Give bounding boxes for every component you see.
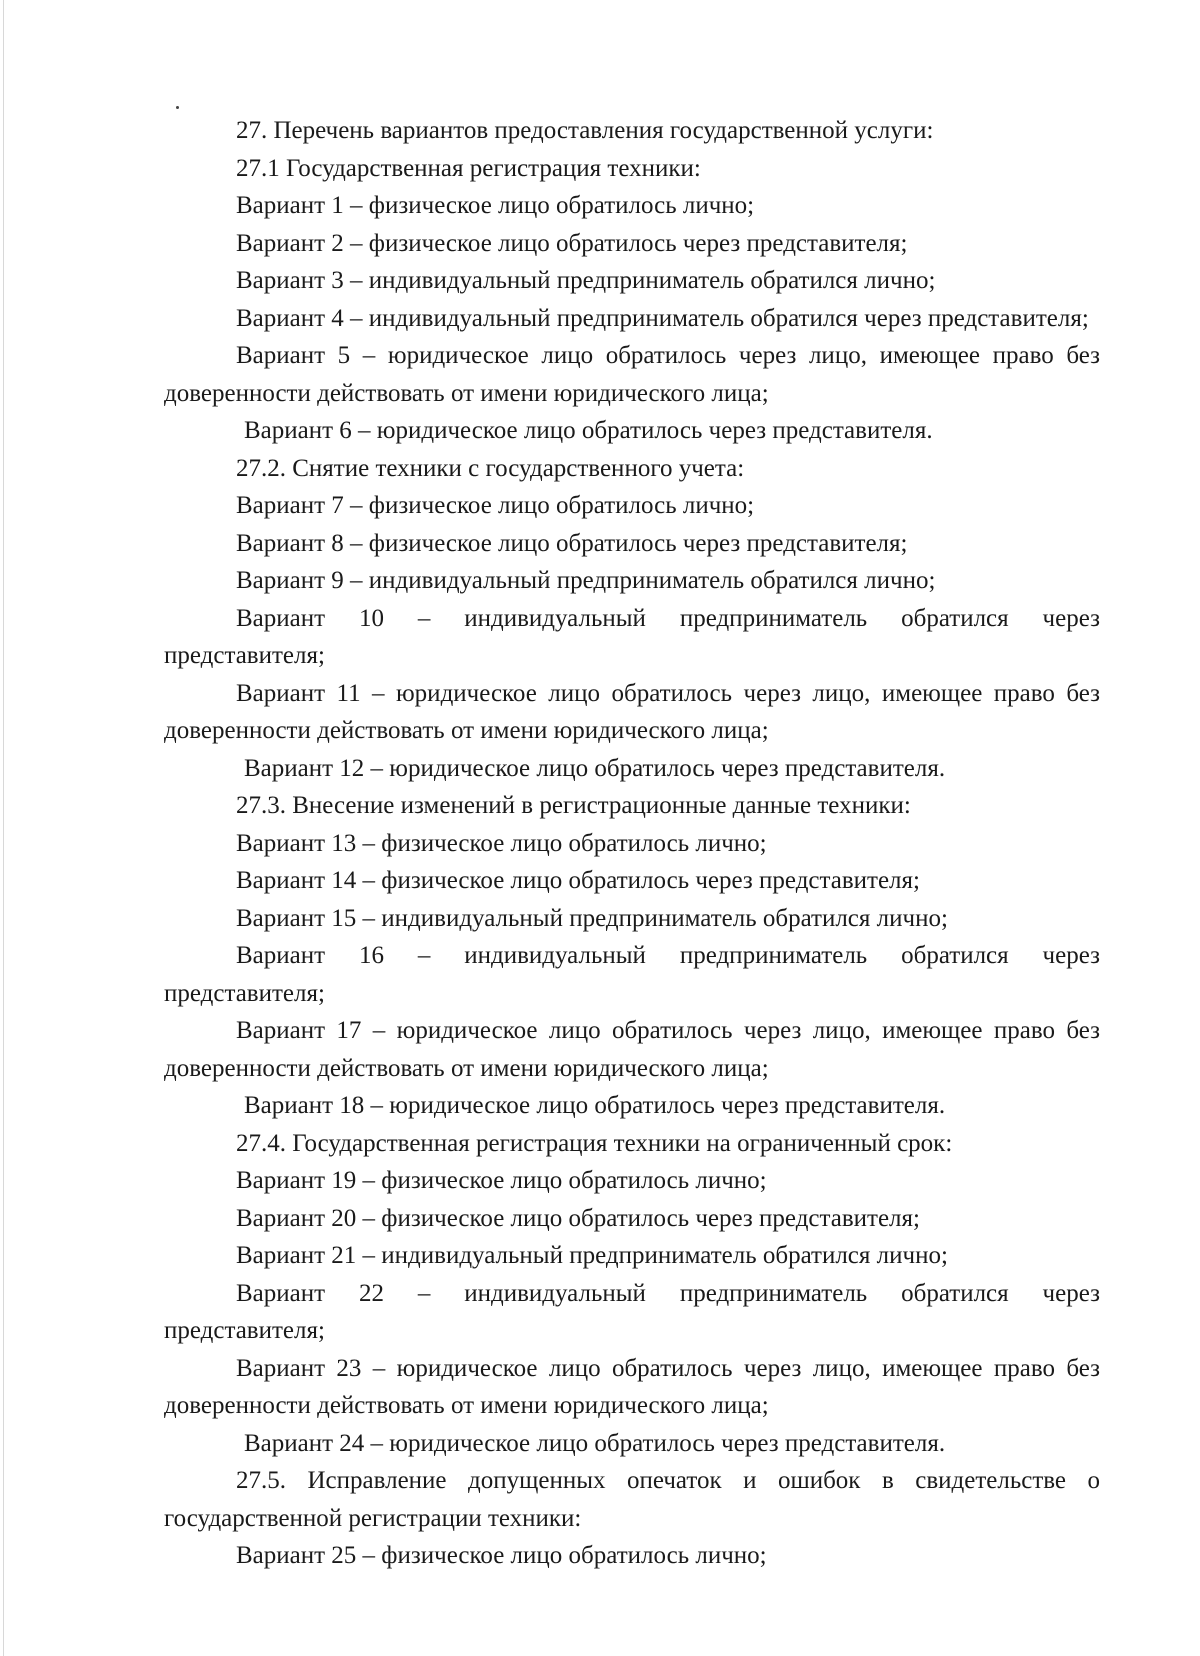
variant-20: Вариант 20 – физическое лицо обратилось через представителя; [236, 1204, 920, 1232]
variant-4: Вариант 4 – индивидуальный предприниматель обратился через представителя; [236, 304, 1089, 332]
variant-8: Вариант 8 – физическое лицо обратилось через представителя; [236, 529, 908, 557]
scan-edge-line [3, 0, 4, 1656]
variant-15: Вариант 15 – индивидуальный предприниматель обратился лично; [236, 904, 948, 932]
variant-9: Вариант 9 – индивидуальный предприниматель обратился лично; [236, 567, 936, 594]
variant-21: Вариант 21 – индивидуальный предприниматель обратился лично; [236, 1242, 948, 1269]
variant-2: Вариант 2 – физическое лицо обратилось через представителя; [236, 229, 908, 257]
variant-5: Вариант 5 – юридическое лицо обратилось через лицо, имеющее право без доверенности действовать от имени юридического лица; [164, 342, 1100, 407]
variant-22: Вариант 22 – индивидуальный предприниматель обратился через представителя; [164, 1279, 1100, 1344]
variant-7: Вариант 7 – физическое лицо обратилось лично; [236, 492, 755, 519]
variant-13: Вариант 13 – физическое лицо обратилось лично; [236, 829, 767, 857]
paragraph-27-4-title: 27.4. Государственная регистрация техники на ограниченный срок: [236, 1129, 953, 1157]
document-body [164, 112, 1100, 1575]
variant-10: Вариант 10 – индивидуальный предприниматель обратился через представителя; [164, 604, 1100, 669]
paragraph-27-1-title: 27.1 Государственная регистрация техники: [236, 154, 701, 182]
variant-18: Вариант 18 – юридическое лицо обратилось через представителя. [244, 1092, 946, 1119]
variant-11: Вариант 11 – юридическое лицо обратилось через лицо, имеющее право без доверенности действовать от имени юридического лица; [164, 679, 1100, 744]
variant-6: Вариант 6 – юридическое лицо обратилось через представителя. [244, 417, 933, 444]
variant-25: Вариант 25 – физическое лицо обратилось лично; [236, 1542, 767, 1569]
variant-3: Вариант 3 – индивидуальный предприниматель обратился лично; [236, 267, 936, 294]
variant-24: Вариант 24 – юридическое лицо обратилось через представителя. [244, 1429, 946, 1457]
variant-14: Вариант 14 – физическое лицо обратилось через представителя; [236, 867, 920, 894]
variant-1: Вариант 1 – физическое лицо обратилось лично; [236, 192, 755, 219]
paragraph-27-5-title: 27.5. Исправление допущенных опечаток и ошибок в свидетельстве о государственной регистрации техники: [164, 1467, 1100, 1532]
variant-17: Вариант 17 – юридическое лицо обратилось через лицо, имеющее право без доверенности действовать от имени юридического лица; [164, 1017, 1100, 1082]
scan-speck [176, 106, 179, 109]
paragraph-27-3-title: 27.3. Внесение изменений в регистрационные данные техники: [236, 792, 911, 819]
variant-23: Вариант 23 – юридическое лицо обратилось через лицо, имеющее право без доверенности действовать от имени юридического лица; [164, 1354, 1100, 1419]
paragraph-27-title: 27. Перечень вариантов предоставления государственной услуги: [236, 117, 934, 144]
variant-16: Вариант 16 – индивидуальный предприниматель обратился через представителя; [164, 942, 1100, 1007]
paragraph-27-2-title: 27.2. Снятие техники с государственного учета: [236, 454, 745, 482]
variant-19: Вариант 19 – физическое лицо обратилось лично; [236, 1167, 767, 1194]
variant-12: Вариант 12 – юридическое лицо обратилось через представителя. [244, 754, 946, 782]
